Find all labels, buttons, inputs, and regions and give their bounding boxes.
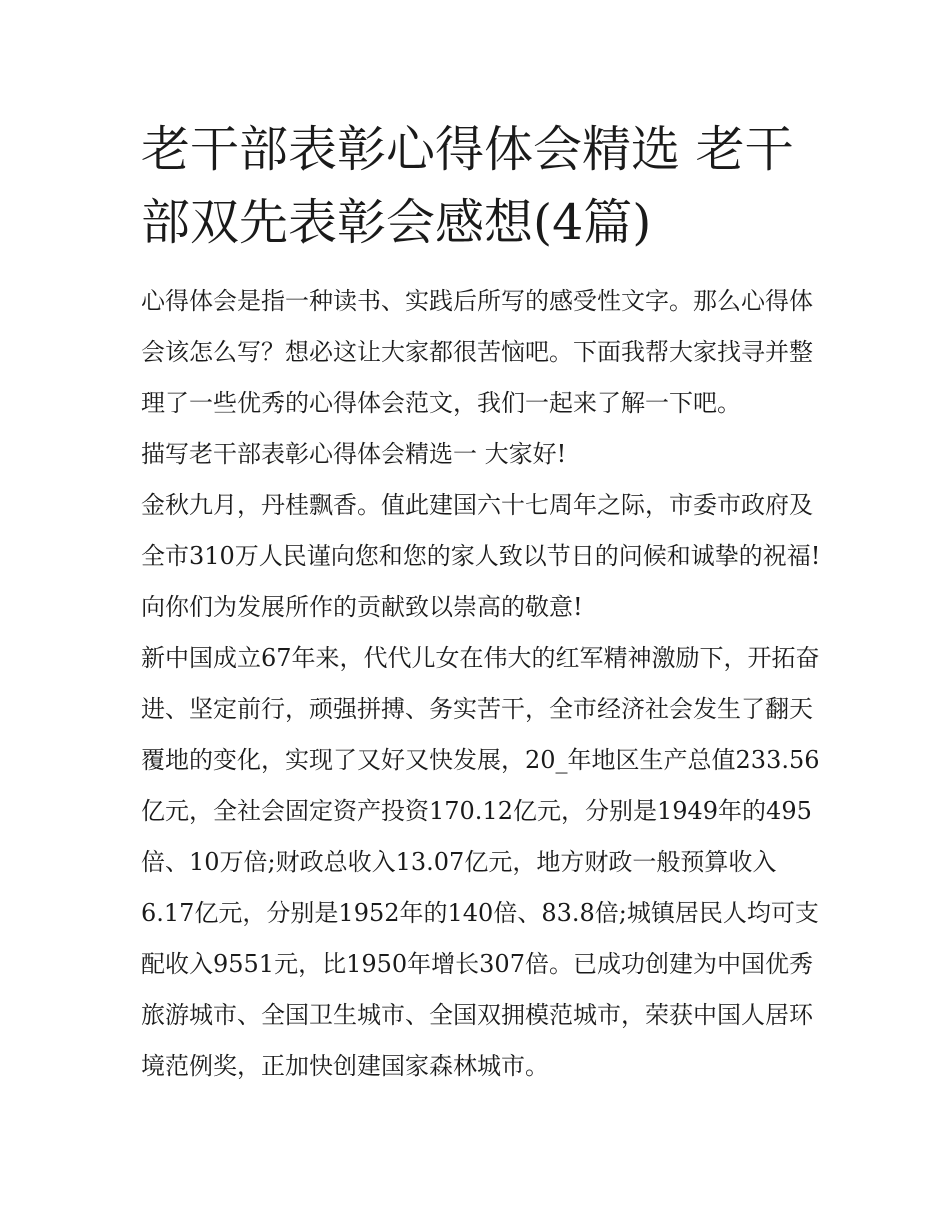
document-body xyxy=(141,276,821,1092)
section-heading-paragraph: 描写老干部表彰心得体会精选一 大家好! xyxy=(141,440,567,468)
greeting-paragraph: 金秋九月，丹桂飘香。值此建国六十七周年之际，市委市政府及全市310万人民谨向您和您的家人致以节日的问候和诚挚的祝福!向你们为发展所作的贡献致以崇高的敬意! xyxy=(141,491,821,621)
achievements-paragraph: 新中国成立67年来，代代儿女在伟大的红军精神激励下，开拓奋进、坚定前行，顽强拼搏、务实苦干，全市经济社会发生了翻天覆地的变化，实现了又好又快发展，20_年地区生产总值233.56亿元，全社会固定资产投资170.12亿元，分别是1949年的495倍、10万倍;财政总收入13.07亿元，地方财政一般预算收入6.17亿元，分别是1952年的140倍、83.8倍;城镇居民人均可支配收入9551元，比1950年增长307倍。已成功创建为中国优秀旅游城市、全国卫生城市、全国双拥模范城市，荣获中国人居环境范例奖，正加快创建国家森林城市。 xyxy=(141,644,820,1080)
intro-paragraph: 心得体会是指一种读书、实践后所写的感受性文字。那么心得体会该怎么写？想必这让大家都很苦恼吧。下面我帮大家找寻并整理了一些优秀的心得体会范文，我们一起来了解一下吧。 xyxy=(141,287,813,417)
document-title: 老干部表彰心得体会精选 老干部双先表彰会感想(4篇) xyxy=(141,121,794,251)
